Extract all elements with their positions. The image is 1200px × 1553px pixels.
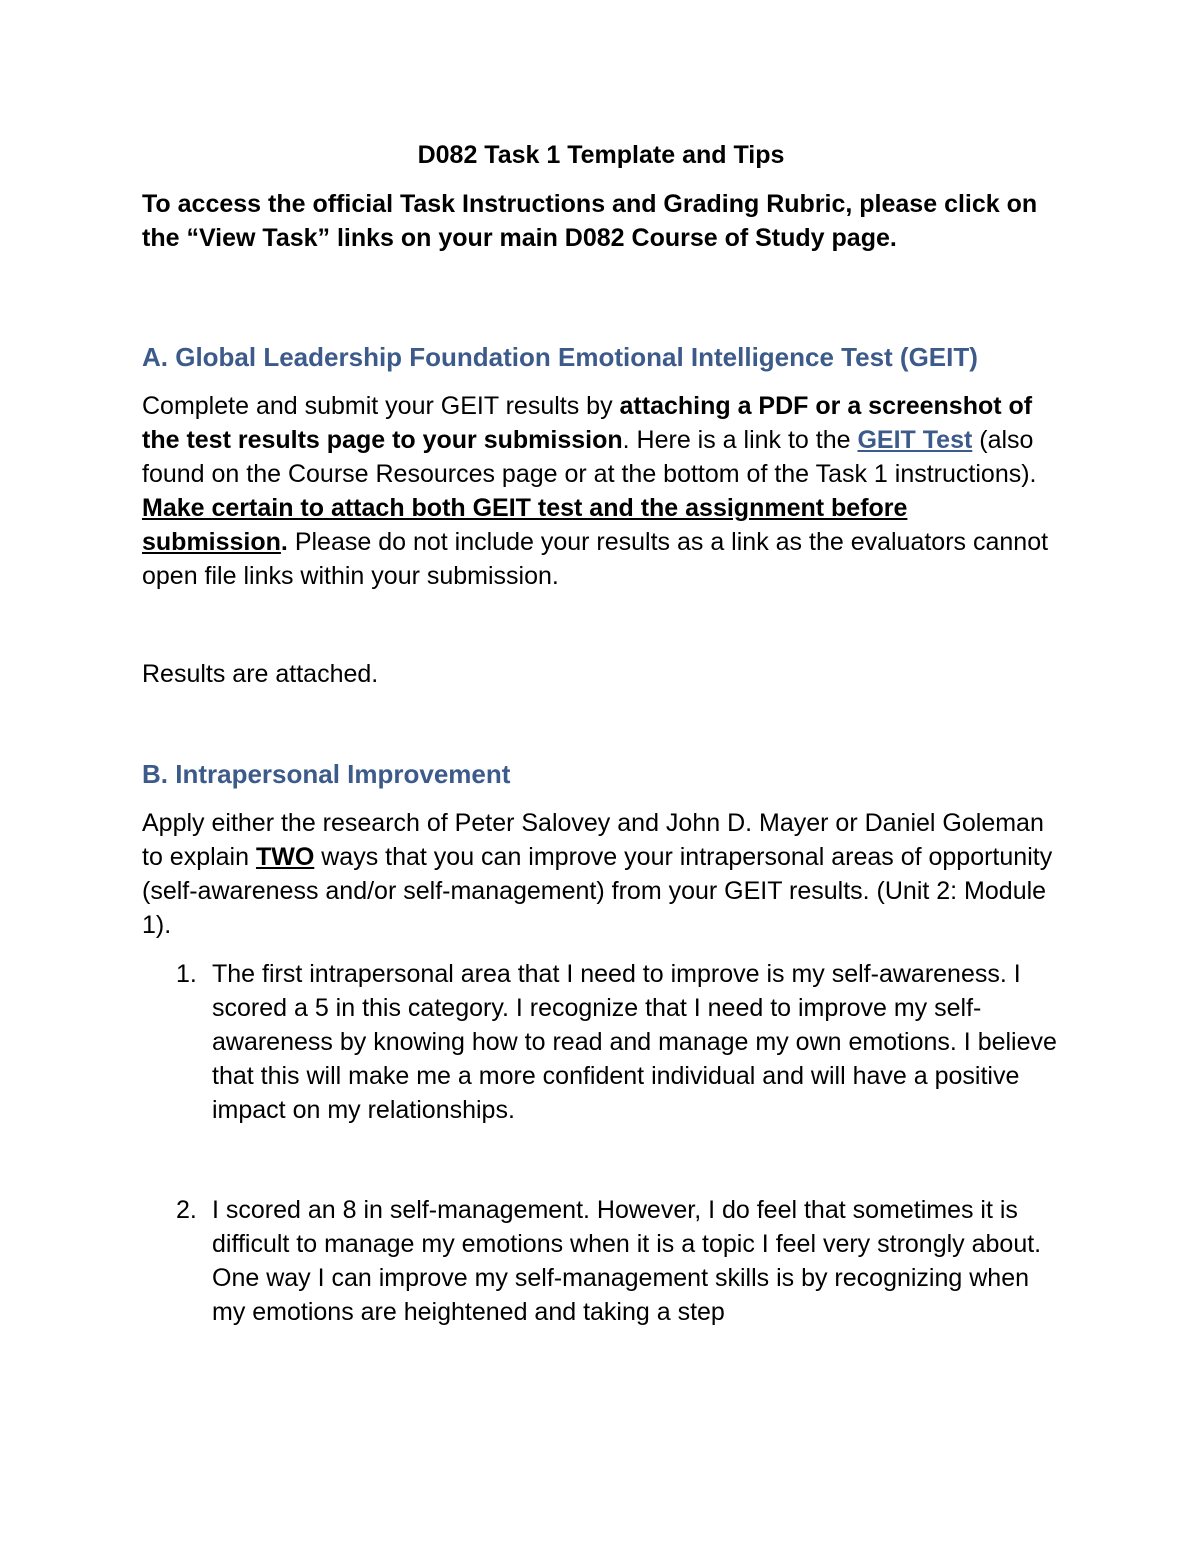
- section-b-paragraph: [142, 806, 1060, 942]
- section-b-heading: B. Intrapersonal Improvement: [142, 759, 511, 789]
- section-b-text-1: Apply either the research of Peter Salovey and John D. Mayer or Daniel Goleman to explain: [142, 809, 1044, 871]
- section-a-text-2: . Here is a link to the: [622, 426, 858, 454]
- intro-paragraph: To access the official Task Instructions and Grading Rubric, please click on the “View Task” links on your main D082 Course of Study page.: [142, 190, 1038, 252]
- section-b-emphasis: TWO: [255, 843, 315, 871]
- section-a-answer: Results are attached.: [142, 660, 379, 688]
- section-a-heading: A. Global Leadership Foundation Emotional Intelligence Test (GEIT): [142, 342, 978, 372]
- section-a-period: .: [280, 528, 288, 556]
- section-b-text-2: ways that you can improve your intrapersonal areas of opportunity (self-awareness and/or self-management) from your GEIT results. (Unit 2: Module 1).: [142, 843, 1053, 939]
- list-item-number: 2.: [176, 1196, 197, 1224]
- list-item-text: The first intrapersonal area that I need to improve is my self-awareness. I scored a 5 in this category. I recognize that I need to improve my self-awareness by knowing how to read and manage my own emotions. I believe that this will make me a more confident individual and will have a positive impact on my relationships.: [212, 960, 1057, 1124]
- list-item: [142, 1193, 1060, 1329]
- spacer: [142, 593, 1060, 657]
- section-a-paragraph: [142, 389, 1060, 593]
- section-a-bold-1: attaching a PDF or a screenshot of the test results page to your submission: [142, 392, 1033, 454]
- improvement-list: [142, 957, 1060, 1329]
- document-page: [142, 138, 1060, 1329]
- geit-test-link[interactable]: GEIT Test: [857, 426, 973, 454]
- section-a-emphasis: Make certain to attach both GEIT test and the assignment before submission: [142, 494, 908, 556]
- list-item-number: 1.: [176, 960, 197, 988]
- page-title: D082 Task 1 Template and Tips: [417, 141, 785, 169]
- list-item-text: I scored an 8 in self-management. However, I do feel that sometimes it is difficult to manage my emotions when it is a topic I feel very strongly about. One way I can improve my self-management skills is by recognizing when my emotions are heightened and taking a step: [212, 1196, 1042, 1326]
- spacer: [142, 255, 1060, 340]
- spacer: [142, 691, 1060, 757]
- section-a-text-4: Please do not include your results as a link as the evaluators cannot open file links within your submission.: [142, 528, 1049, 590]
- section-a-text-3: (also found on the Course Resources page or at the bottom of the Task 1 instructions).: [142, 426, 1037, 488]
- list-item: [142, 957, 1060, 1127]
- section-a-text-1: Complete and submit your GEIT results by: [142, 392, 620, 420]
